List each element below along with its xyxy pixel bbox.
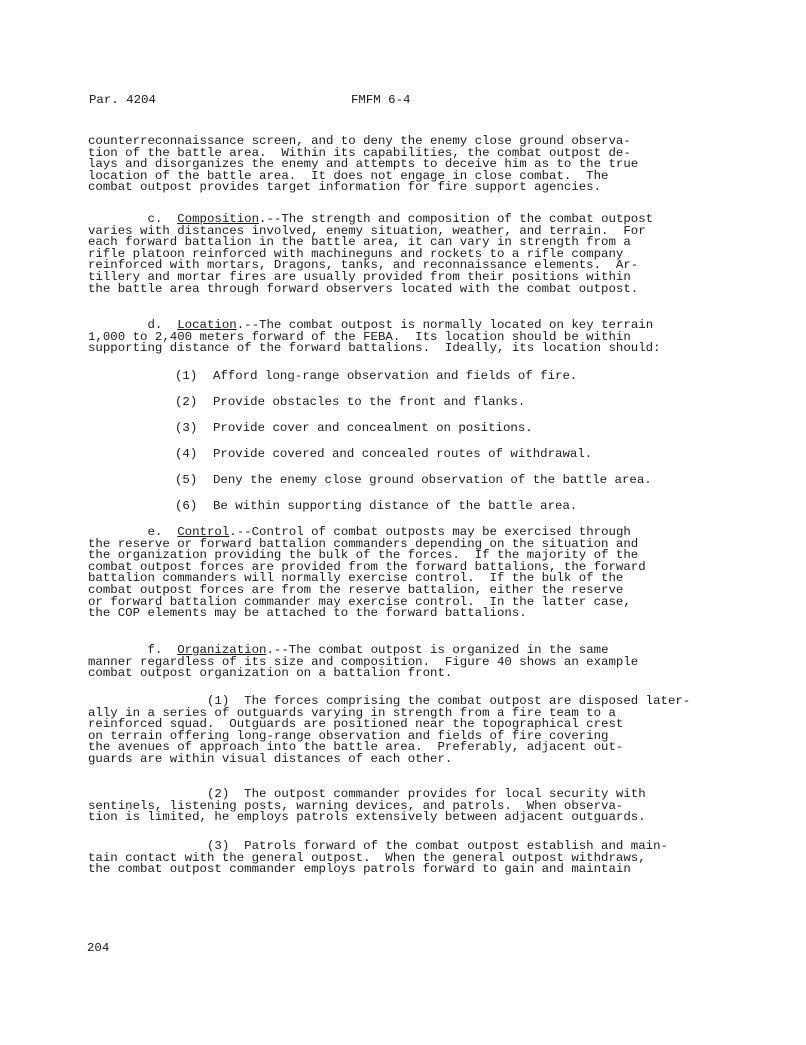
text-line: varies with distances involved, enemy situation, weather, and terrain. For: [88, 223, 646, 238]
text-line: tain contact with the general outpost. When the general outpost withdraws,: [88, 850, 646, 865]
list-number: (5): [175, 473, 198, 487]
text-line: the COP elements may be attached to the forward battalions.: [88, 606, 527, 621]
text-line: the battle area through forward observers located with the combat outpost.: [88, 281, 639, 296]
paragraph-heading: Organization: [177, 643, 267, 657]
text-line: combat outpost forces are provided from the forward battalions, the forward: [88, 559, 646, 574]
list-item: [175, 423, 533, 435]
paragraph-reference: Par. 4204: [89, 93, 156, 107]
intro-paragraph: [88, 136, 678, 194]
subparagraph-1: [88, 694, 691, 766]
list-text: Be within supporting distance of the battle area.: [213, 499, 578, 513]
manual-title: FMFM 6-4: [351, 93, 411, 107]
text-line: the combat outpost commander employs patrols forward to gain and maintain: [88, 862, 631, 877]
text-line: the reserve or forward battalion commanders depending on the situation and: [88, 536, 639, 551]
list-number: (6): [175, 499, 198, 513]
text-line: guards are within visual distances of each other.: [88, 751, 453, 766]
list-text: Deny the enemy close ground observation of the battle area.: [213, 473, 652, 487]
text-line: sentinels, listening posts, warning devices, and patrols. When observa-: [88, 798, 624, 813]
text-line: supporting distance of the forward battalions. Ideally, its location should:: [88, 341, 661, 356]
list-number: (2): [175, 395, 198, 409]
list-text: Provide cover and concealment on positions.: [213, 421, 533, 435]
paragraph-e-control: [88, 527, 678, 620]
paragraph-f-organization: [88, 645, 678, 680]
list-text: Provide obstacles to the front and flanks.: [213, 395, 526, 409]
paragraph-label: e.: [88, 525, 178, 539]
text-line: reinforced squad. Outguards are positioned near the topographical crest: [88, 717, 624, 732]
text-line: counterreconnaissance screen, and to deny the enemy close ground observa-: [88, 134, 631, 148]
text-line: battalion commanders will normally exercise control. If the bulk of the: [88, 571, 624, 586]
paragraph-d-location: [88, 320, 678, 355]
list-item: [175, 397, 525, 409]
text-line: tion of the battle area. Within its capabilities, the combat outpost de-: [88, 145, 631, 160]
text-line: manner regardless of its size and composition. Figure 40 shows an example: [88, 654, 639, 669]
list-number: (3): [175, 421, 198, 435]
text-line: the avenues of approach into the battle area. Preferably, adjacent out-: [88, 740, 624, 755]
text-line: (1) The forces comprising the combat outpost are disposed later-: [88, 694, 691, 708]
list-item: [175, 371, 577, 383]
list-number: (4): [175, 447, 198, 461]
list-number: (1): [175, 369, 198, 383]
text-line: combat outpost provides target information for fire support agencies.: [88, 180, 602, 195]
text-line: tion is limited, he employs patrols extensively between adjacent outguards.: [88, 810, 646, 825]
text-line: combat outpost forces are from the reserve battalion, either the reserve: [88, 582, 624, 597]
text-line: (3) Patrols forward of the combat outpost establish and main-: [88, 839, 668, 853]
text-line: .--The combat outpost is normally located on key terrain: [236, 318, 654, 332]
text-line: (2) The outpost commander provides for local security with: [88, 787, 646, 801]
paragraph-label: d.: [88, 318, 178, 332]
list-item: [175, 475, 652, 487]
paragraph-label: f.: [88, 643, 178, 657]
list-text: Afford long-range observation and fields of fire.: [213, 369, 578, 383]
text-line: or forward battalion commander may exercise control. In the latter case,: [88, 594, 631, 609]
paragraph-heading: Composition: [177, 212, 260, 226]
text-line: .--The combat outpost is organized in the same: [266, 643, 609, 657]
text-line: reinforced with mortars, Dragons, tanks, and reconnaissance elements. Ar-: [88, 258, 639, 273]
list-item: [175, 501, 577, 513]
text-line: on terrain offering long-range observation and fields of fire covering: [88, 728, 609, 743]
subparagraph-3: [88, 841, 678, 876]
text-line: 1,000 to 2,400 meters forward of the FEBA. Its location should be within: [88, 329, 631, 344]
text-line: lays and disorganizes the enemy and attempts to deceive him as to the true: [88, 157, 639, 172]
paragraph-heading: Control: [177, 525, 230, 539]
paragraph-label: c.: [88, 212, 178, 226]
text-line: location of the battle area. It does not engage in close combat. The: [88, 168, 609, 183]
list-item: [175, 449, 592, 461]
paragraph-c-composition: [88, 214, 678, 295]
text-line: .--Control of combat outposts may be exercised through: [229, 525, 631, 539]
subparagraph-2: [88, 789, 678, 824]
text-line: rifle platoon reinforced with machineguns and rockets to a rifle company: [88, 246, 624, 261]
text-line: tillery and mortar fires are usually provided from their positions within: [88, 269, 631, 284]
text-line: ally in a series of outguards varying in strength from a fire team to a: [88, 705, 616, 720]
text-line: combat outpost organization on a battalion front.: [88, 666, 453, 681]
page-number: 204: [87, 941, 110, 955]
paragraph-heading: Location: [177, 318, 237, 332]
text-line: the organization providing the bulk of the forces. If the majority of the: [88, 548, 639, 563]
text-line: .--The strength and composition of the combat outpost: [259, 212, 654, 226]
text-line: each forward battalion in the battle area, it can vary in strength from a: [88, 235, 631, 250]
list-text: Provide covered and concealed routes of withdrawal.: [213, 447, 593, 461]
